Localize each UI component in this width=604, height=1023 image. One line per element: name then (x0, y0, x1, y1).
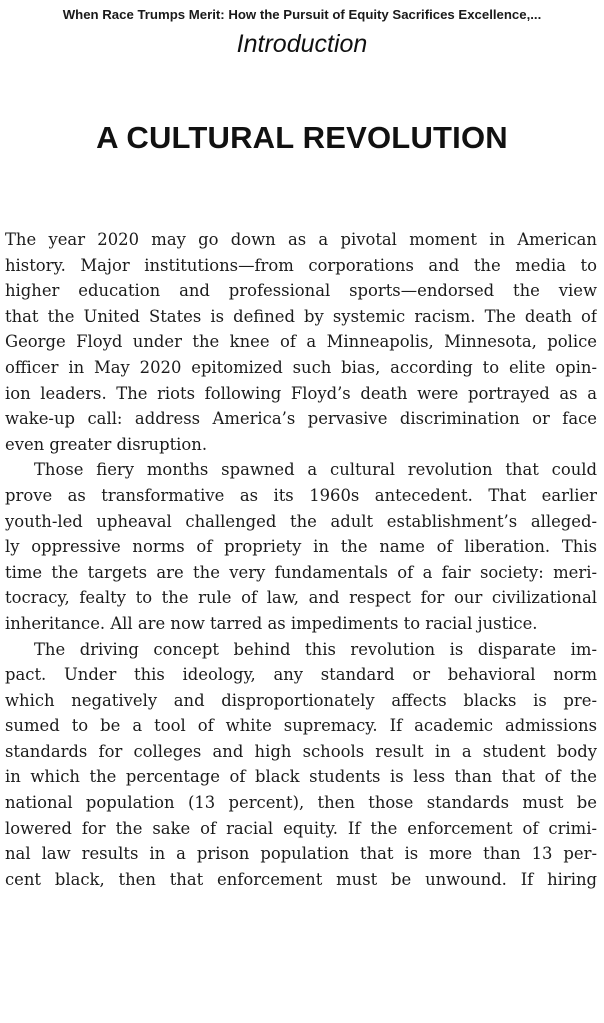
text-line: cent black, then that enforcement must be unwound. If hiring (5, 869, 597, 889)
text-line: The year 2020 may go down as a pivotal moment in American (5, 230, 597, 249)
text-line: inheritance. All are now tarred as impediments to racial justice. (5, 613, 538, 633)
text-line: officer in May 2020 epitomized such bias, according to elite opin- (5, 357, 597, 377)
body-text (5, 227, 597, 892)
text-line: history. Major institutions—from corporations and the media to (5, 255, 597, 275)
running-head-book-title: When Race Trumps Merit: How the Pursuit of Equity Sacrifices Excellence,... (62, 7, 542, 22)
text-line: sumed to be a tool of white supremacy. If academic admissions (5, 716, 597, 736)
text-line: prove as transformative as its 1960s antecedent. That earlier (5, 485, 597, 505)
text-line: which negatively and disproportionately affects blacks is pre- (5, 690, 597, 710)
text-line: ion leaders. The riots following Floyd’s death were portrayed as a (5, 383, 597, 403)
text-line: that the United States is defined by systemic racism. The death of (5, 306, 597, 326)
text-line: youth-led upheaval challenged the adult establishment’s alleged- (5, 511, 597, 531)
text-line: lowered for the sake of racial equity. If the enforcement of crimi- (5, 818, 597, 838)
text-line: time the targets are the very fundamentals of a fair society: meri- (5, 562, 597, 582)
text-line: ly oppressive norms of propriety in the name of liberation. This (5, 537, 597, 557)
text-line: standards for colleges and high schools result in a student body (5, 741, 597, 761)
section-label: Introduction (236, 30, 368, 58)
text-line: higher education and professional sports—endorsed the view (5, 281, 597, 301)
paragraph-3 (5, 637, 597, 893)
text-line: national population (13 percent), then those standards must be (5, 793, 597, 813)
text-line: tocracy, fealty to the rule of law, and respect for our civilizational (5, 588, 597, 608)
text-line: nal law results in a prison population that is more than 13 per- (5, 844, 597, 864)
text-line: Those fiery months spawned a cultural revolution that could (34, 460, 597, 480)
text-line: wake-up call: address America’s pervasive discrimination or face (5, 409, 597, 429)
chapter-title: A CULTURAL REVOLUTION (96, 120, 508, 155)
text-line: pact. Under this ideology, any standard or behavioral norm (5, 665, 597, 685)
text-line: The driving concept behind this revolution is disparate im- (34, 639, 597, 659)
text-line: George Floyd under the knee of a Minneapolis, Minnesota, police (5, 332, 597, 352)
paragraph-2 (5, 457, 597, 636)
text-line: even greater disruption. (5, 434, 208, 454)
paragraph-1 (5, 227, 597, 457)
text-line: in which the percentage of black students is less than that of the (5, 767, 597, 787)
